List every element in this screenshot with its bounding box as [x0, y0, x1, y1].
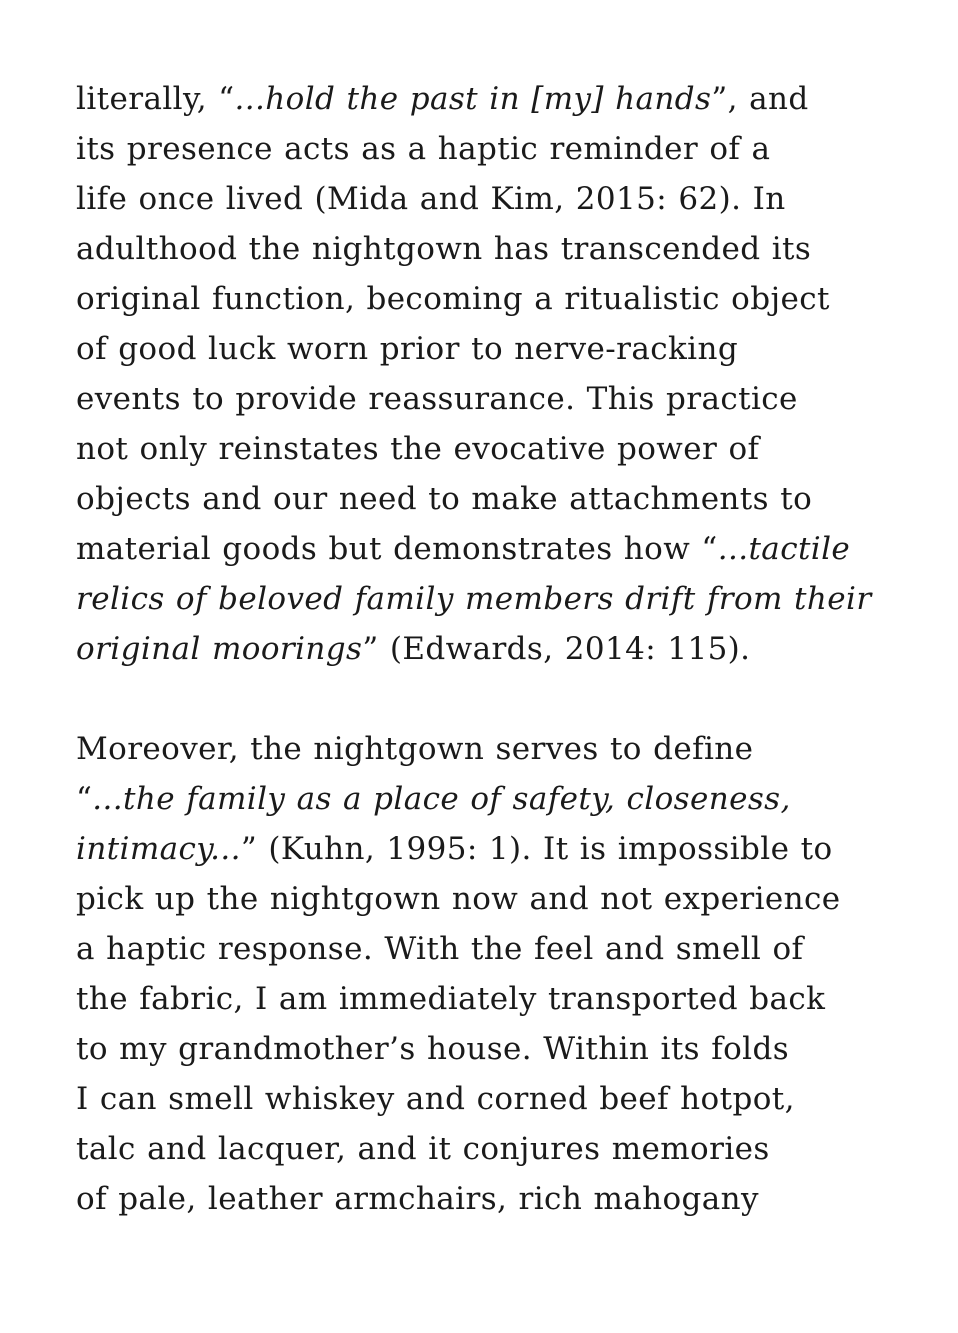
text-line: Moreover, the nightgown serves to define — [76, 731, 754, 767]
text-line: objects and our need to make attachments to — [76, 481, 813, 517]
text-line: a haptic response. With the feel and smell of — [76, 931, 804, 967]
text-line: intimacy...” (Kuhn, 1995: 1). It is impossible to — [76, 831, 833, 867]
text-line: the fabric, I am immediately transported back — [76, 981, 826, 1017]
text-line: “...the family as a place of safety, closeness, — [76, 781, 791, 817]
text-line: adulthood the nightgown has transcended its — [76, 231, 812, 267]
text-line: events to provide reassurance. This practice — [76, 381, 798, 417]
text-line: of pale, leather armchairs, rich mahogany — [76, 1181, 759, 1217]
text-line: literally, “...hold the past in [my] hands”, and — [76, 81, 809, 117]
text-line: material goods but demonstrates how “...tactile — [76, 531, 851, 567]
text-line: its presence acts as a haptic reminder of a — [76, 131, 771, 167]
paragraph — [76, 724, 916, 1224]
document-page — [76, 74, 916, 1224]
text-line: original function, becoming a ritualistic object — [76, 281, 830, 317]
text-line: relics of beloved family members drift from their — [76, 581, 872, 617]
text-line: to my grandmother’s house. Within its folds — [76, 1031, 790, 1067]
paragraph — [76, 74, 916, 674]
text-line: original moorings” (Edwards, 2014: 115). — [76, 631, 751, 667]
text-line: of good luck worn prior to nerve-racking — [76, 331, 739, 367]
text-line: not only reinstates the evocative power of — [76, 431, 760, 467]
text-line: pick up the nightgown now and not experience — [76, 881, 841, 917]
text-line: I can smell whiskey and corned beef hotpot, — [76, 1081, 795, 1117]
text-line: talc and lacquer, and it conjures memories — [76, 1131, 770, 1167]
text-line: life once lived (Mida and Kim, 2015: 62). In — [76, 181, 786, 217]
